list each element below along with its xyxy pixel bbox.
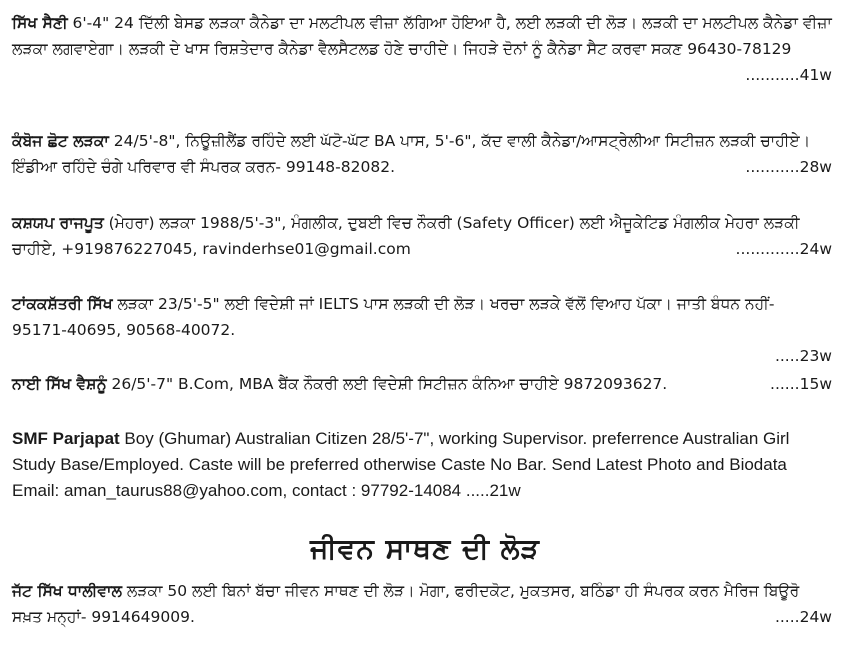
ad-body: 6'-4" 24 ਦਿੱਲੀ ਬੇਸਡ ਲੜਕਾ ਕੈਨੇਡਾ ਦਾ ਮਲਟੀਪਲ ਵੀਜ਼ਾ ਲੱਗਿਆ ਹੋਇਆ ਹੈ, ਲਈ ਲੜਕੀ ਦੀ ਲੋੜ। ਲੜਕੀ ਦਾ ਮਲਟੀਪਲ ਕੈਨੇਡਾ ਵੀਜ਼ਾ ਲੜਕਾ ਲਗਵਾਏਗਾ। ਲੜਕੀ ਦੇ ਖਾਸ ਰਿਸ਼ਤੇਦਾਰ ਕੈਨੇਡਾ ਵੈਲਸੈਟਲਡ ਹੋਣੇ ਚਾਹੀਦੇ। ਜਿਹੜੇ ਦੋਨਾਂ ਨੂੰ ਕੈਨੇਡਾ ਸੈਟ ਕਰਵਾ ਸਕਣ 96430-78129 xyxy=(12,14,832,58)
ad-body: ਲੜਕਾ 50 ਲਈ ਬਿਨਾਂ ਬੱਚਾ ਜੀਵਨ ਸਾਥਣ ਦੀ ਲੋੜ। ਮੋਗਾ, ਫਰੀਦਕੋਟ, ਮੁਕਤਸਰ, ਬਠਿੰਡਾ ਹੀ ਸੰਪਰਕ ਕਰਨ ਮੈਰਿਜ ਬਿਊਰੋ ਸਖ਼ਤ ਮਨ੍ਹਾਂ- 9914649009. xyxy=(12,582,800,626)
ad-nai-sikh xyxy=(12,371,832,397)
ad-body: 24/5'-8", ਨਿਊਜ਼ੀਲੈਂਡ ਰਹਿੰਦੇ ਲਈ ਘੱਟੋ-ਘੱਟ BA ਪਾਸ, 5'-6", ਕੱਦ ਵਾਲੀ ਕੈਨੇਡਾ/ਆਸਟ੍ਰੇਲੀਆ ਸਿਟੀਜ਼ਨ ਲੜਕੀ ਚਾਹੀਏ। ਇੰਡੀਆ ਰਹਿੰਦੇ ਚੰਗੇ ਪਰਿਵਾਰ ਵੀ ਸੰਪਰਕ ਕਰਨ- 99148-82082. xyxy=(12,132,811,176)
ad-code: .............24w xyxy=(735,240,832,258)
ad-heading: ਜੱਟ ਸਿੱਖ ਧਾਲੀਵਾਲ xyxy=(12,582,122,600)
ad-saini xyxy=(12,10,832,88)
ad-kamboj xyxy=(12,128,832,180)
ad-parjapat xyxy=(12,426,832,504)
ad-heading: ਨਾਈ ਸਿੱਖ ਵੈਸ਼ਨੂੰ xyxy=(12,375,107,393)
ad-code: .....21w xyxy=(461,481,521,500)
ad-body: Boy (Ghumar) Australian Citizen 28/5'-7", working Supervisor. preferrence Australian Girl Study Base/Employed. Caste will be preferred otherwise Caste No Bar. Send Latest Photo and Biodata Email: aman_taurus88@yahoo.com, contact : 97792-14084 xyxy=(12,429,790,500)
ad-code: .....23w xyxy=(774,347,832,365)
ad-body: 26/5'-7" B.Com, MBA ਬੈਂਕ ਨੌਕਰੀ ਲਈ ਵਿਦੇਸ਼ੀ ਸਿਟੀਜ਼ਨ ਕੰਨਿਆ ਚਾਹੀਏ 9872093627. xyxy=(106,375,668,393)
ad-body: (ਮੇਹਰਾ) ਲੜਕਾ 1988/5'-3", ਮੰਗਲੀਕ, ਦੁਬਈ ਵਿਚ ਨੌਕਰੀ (Safety Officer) ਲਈ ਐਜੂਕੇਟਿਡ ਮੰਗਲੀਕ ਮੇਹਰਾ ਲੜਕੀ ਚਾਹੀਏ, +919876227045, ravinderhse01@gmail.com xyxy=(12,214,800,258)
ad-heading: ਸਿੱਖ ਸੈਣੀ xyxy=(12,14,68,32)
ad-jatt-sikh xyxy=(12,578,832,630)
ad-heading: ਟਾਂਕਕਸ਼ੱਤਰੀ ਸਿੱਖ xyxy=(12,295,113,313)
ad-heading: ਕੰਬੋਜ ਛੋਟ ਲੜਕਾ xyxy=(12,132,109,150)
ad-body: ਲੜਕਾ 23/5'-5" ਲਈ ਵਿਦੇਸ਼ੀ ਜਾਂ IELTS ਪਾਸ ਲੜਕੀ ਦੀ ਲੋੜ। ਖਰਚਾ ਲੜਕੇ ਵੱਲੋਂ ਵਿਆਹ ਪੱਕਾ। ਜਾਤੀ ਬੰਧਨ ਨਹੀਂ- 95171-40695, 90568-40072. xyxy=(12,295,775,339)
ad-code: .....24w xyxy=(774,608,832,626)
ad-kashyap xyxy=(12,210,832,262)
section-title: ਜੀਵਨ ਸਾਥਣ ਦੀ ਲੋੜ xyxy=(310,532,540,565)
ad-code: ......15w xyxy=(770,375,832,393)
ad-code: ...........41w xyxy=(745,66,832,84)
ad-code: ...........28w xyxy=(745,158,832,176)
ad-heading: ਕਸ਼ਯਪ ਰਾਜਪੂਤ xyxy=(12,214,104,232)
ad-tank-kshatriya xyxy=(12,291,832,369)
ad-heading: SMF Parjapat xyxy=(12,429,120,448)
